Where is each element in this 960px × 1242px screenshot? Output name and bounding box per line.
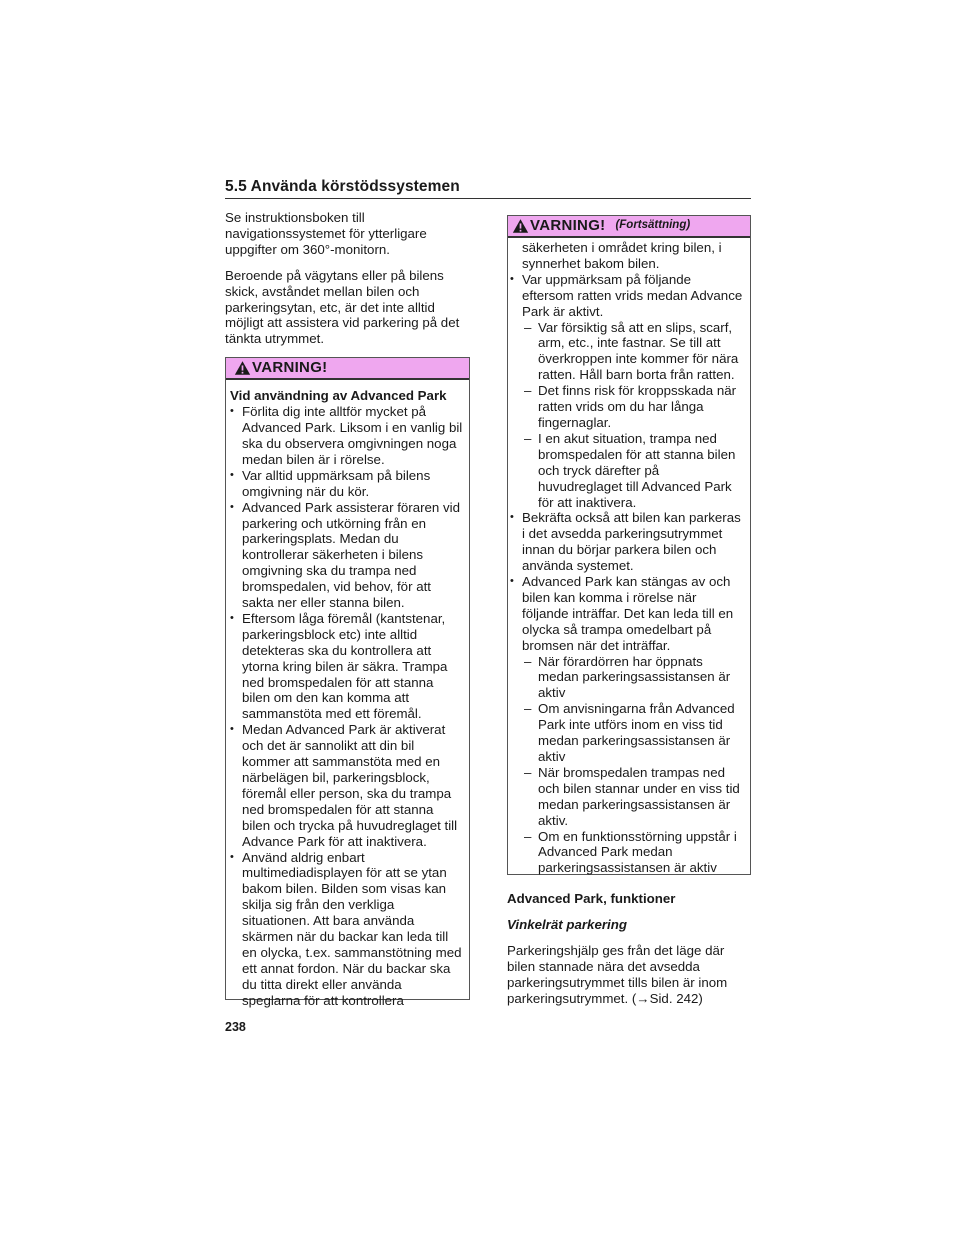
warning-title: VARNING! bbox=[252, 359, 328, 377]
section-paragraph: Parkeringshjälp ges från det läge där bilen stannade nära det avsedda parkeringsutrymmet tills bilen är inom parkeringsutrymmet. (→Sid. 242) bbox=[507, 942, 728, 1006]
warning-bullet-text: Advanced Park kan stängas av och bilen kan komma i rörelse när följande inträffar. Det kan leda till en olycka så trampa omedelbart på bromsen när det inträffar. bbox=[522, 574, 734, 653]
left-column bbox=[225, 210, 470, 1008]
dash-item: – Var försiktig så att en slips, scarf, arm, etc., inte fastnar. Se till att överkroppen inte kommer för nära ratten. Håll barn borta från ratten. bbox=[522, 320, 744, 384]
warning-body-continued bbox=[508, 238, 750, 876]
dash-item: – När förardörren har öppnats medan parkeringsassistansen är aktiv bbox=[522, 654, 744, 702]
header-divider bbox=[225, 198, 751, 199]
dash-item: – När bromspedalen trampas ned och bilen stannar under en viss tid medan parkeringsassistansen är aktiv. bbox=[522, 765, 744, 829]
warning-triangle-icon bbox=[234, 360, 251, 376]
dash-item: – Det finns risk för kroppsskada när ratten vrids om du har långa fingernaglar. bbox=[522, 383, 744, 431]
warning-bullet-list bbox=[230, 404, 463, 1008]
warning-bullet: • Eftersom låga föremål (kantstenar, parkeringsblock etc) inte alltid detekteras ska du kontrollera att ytorna kring bilen är säkra. Trampa ned bromspedalen för att stanna bilen om den kan komma att sammanstöta med ett föremål. bbox=[230, 611, 463, 722]
continued-label: (Fortsättning) bbox=[615, 219, 691, 232]
dash-list bbox=[522, 654, 744, 877]
warning-bullet: • Advanced Park assisterar föraren vid parkering och utkörning från en parkeringsplats. Medan du kontrollerar säkerheten i bilens omgivning ska du trampa ned bromspedalen, vid behov, för att sakta ner eller stanna bilen. bbox=[230, 500, 463, 611]
section-header: 5.5 Använda körstödssystemen bbox=[225, 178, 460, 195]
warning-bullet: • Använd aldrig enbart multimediadisplayen för att se ytan bakom bilen. Bilden som visas kan skilja sig från den verkliga situationen. Att bara använda skärmen när du backar kan leda till en olycka, t.ex. sammanstötning med ett annat fordon. När du backar ska du titta direkt eller använda speglarna för att kontrollera bbox=[230, 850, 463, 1009]
warning-bullet: • Medan Advanced Park är aktiverat och det är sannolikt att din bil kommer att sammanstöta med en närbelägen bil, parkeringsblock, föremål eller person, ska du trampa ned bromspedalen för att stanna bilen och trycka på huvudreglaget till Advance Park för att inaktivera. bbox=[230, 722, 463, 849]
warning-bullet: • Förlita dig inte alltför mycket på Advanced Park. Liksom i en vanlig bil ska du observera omgivningen noga medan bilen är i rörelse. bbox=[230, 404, 463, 468]
warning-bullet-text: Var uppmärksam på följande eftersom ratten vrids medan Advance Park är aktivt. bbox=[522, 271, 743, 319]
warning-header bbox=[226, 358, 469, 380]
warning-continuation: säkerheten i området kring bilen, i synnerhet bakom bilen. bbox=[522, 240, 722, 271]
intro-paragraph-1: Se instruktionsboken till navigationssystemet för ytterligare uppgifter om 360°-monitorn. bbox=[225, 210, 427, 257]
warning-header-continued bbox=[508, 216, 750, 238]
warning-box-continued bbox=[507, 215, 751, 875]
right-column bbox=[507, 215, 751, 1016]
warning-box bbox=[225, 357, 470, 1008]
warning-bullet-list bbox=[510, 240, 744, 876]
page-number: 238 bbox=[225, 1020, 246, 1034]
subsection-title: Vinkelrät parkering bbox=[507, 916, 627, 932]
warning-bullet: • Var alltid uppmärksam på bilens omgivning när du kör. bbox=[230, 468, 463, 500]
warning-body bbox=[226, 380, 469, 1008]
warning-triangle-icon bbox=[512, 218, 529, 234]
warning-title: VARNING! bbox=[530, 217, 606, 235]
warning-bullet bbox=[510, 272, 744, 511]
section-title: Advanced Park, funktioner bbox=[507, 891, 676, 906]
warning-bullet: • Bekräfta också att bilen kan parkeras i det avsedda parkeringsutrymmet innan du börjar parkera bilen och använda systemet. bbox=[510, 510, 744, 574]
dash-item: – I en akut situation, trampa ned bromspedalen för att stanna bilen och tryck därefter på huvudreglaget till Advanced Park för att inaktivera. bbox=[522, 431, 744, 511]
intro-paragraph-2: Beroende på vägytans eller på bilens skick, avståndet mellan bilen och parkeringsytan, etc, är det inte alltid möjligt att assistera vid parkering på det tänkta utrymmet. bbox=[225, 267, 460, 347]
warning-subtitle: Vid användning av Advanced Park bbox=[230, 388, 447, 404]
dash-item: – Om en funktionsstörning uppstår i Advanced Park medan parkeringsassistansen är aktiv bbox=[522, 829, 744, 877]
warning-bullet bbox=[510, 574, 744, 876]
dash-list bbox=[522, 320, 744, 511]
dash-item: – Om anvisningarna från Advanced Park inte utförs inom en viss tid medan parkeringsassistansen är aktiv bbox=[522, 701, 744, 765]
